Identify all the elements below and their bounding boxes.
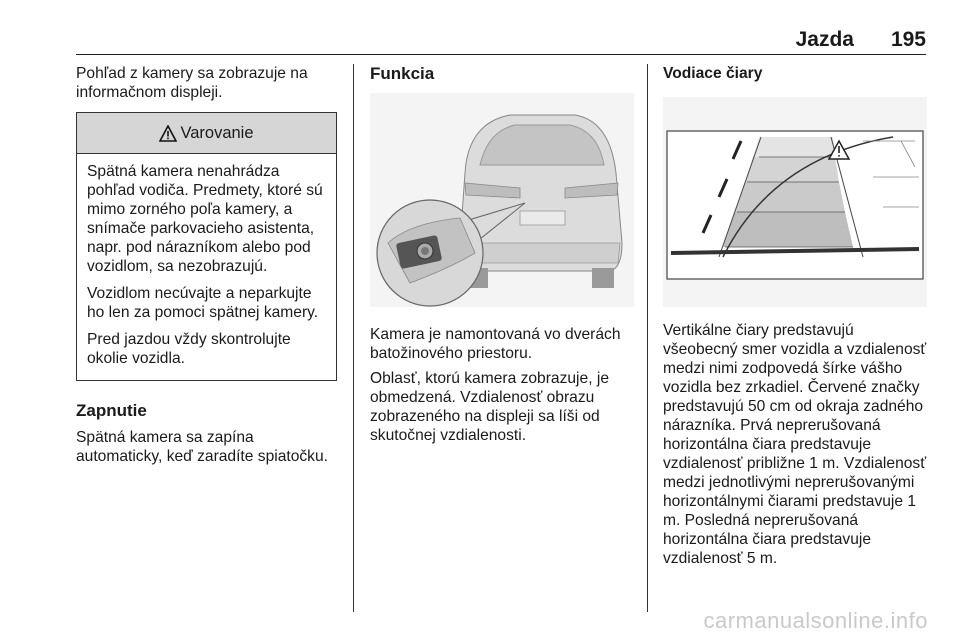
column-divider (353, 64, 354, 612)
column-middle (370, 64, 634, 451)
column-right (663, 64, 928, 574)
warning-paragraph: Vozidlom necúvajte a neparkujte ho len za pomoci spätnej kamery. (87, 285, 319, 321)
guide-lines-illustration (663, 97, 927, 307)
watermark: carmanualsonline.info (703, 608, 928, 633)
warning-header (77, 113, 336, 154)
vodiace-ciary-paragraph: Vertikálne čiary predstavujú všeobecný smer vozidla a vzdialenosť medzi nimi zodpovedá šírke vášho vozidla bez zrkadiel. Červené značky predstavujú 50 cm od okraja zadného nárazníka. Prvá neprerušovaná horizontálna čiara predstavuje vzdialenosť približne 1 m. Vzdialenosť medzi jednotlivými neprerušovanými horizontálnymi čiarami predstavuje 1 m. Posledná neprerušovaná horizontálna čiara predstavuje vzdialenosť 5 m. (663, 322, 927, 567)
warning-paragraph: Pred jazdou vždy skontrolujte okolie vozidla. (87, 331, 291, 367)
warning-box (76, 112, 337, 381)
funkcia-paragraph: Kamera je namontovaná vo dverách batožinového priestoru. (370, 326, 621, 362)
page-number: 195 (890, 28, 926, 51)
section-title: Jazda (795, 28, 854, 51)
warning-triangle-icon (159, 125, 177, 142)
warning-body (77, 154, 336, 380)
intro-text: Pohľad z kamery sa zobrazuje na informačnom displeji. (76, 65, 308, 101)
page-header (76, 28, 926, 55)
column-left (76, 64, 338, 472)
zapnutie-heading: Zapnutie (76, 401, 147, 420)
warning-title: Varovanie (180, 123, 254, 142)
column-divider (647, 64, 648, 612)
zapnutie-text: Spätná kamera sa zapína automaticky, keď zaradíte spiatočku. (76, 429, 328, 465)
funkcia-paragraph: Oblasť, ktorú kamera zobrazuje, je obmedzená. Vzdialenosť obrazu zobrazeného na displeji sa líši od skutočnej vzdialenosti. (370, 370, 609, 444)
warning-paragraph: Spätná kamera nenahrádza pohľad vodiča. Predmety, ktoré sú mimo zorného poľa kamery, a snímače parkovacieho asistenta, napr. pod nárazníkom alebo pod vozidlom, sa nezobrazujú. (87, 163, 323, 275)
funkcia-heading: Funkcia (370, 64, 435, 83)
vodiace-ciary-heading: Vodiace čiary (663, 65, 763, 82)
rear-camera-illustration (370, 93, 634, 307)
